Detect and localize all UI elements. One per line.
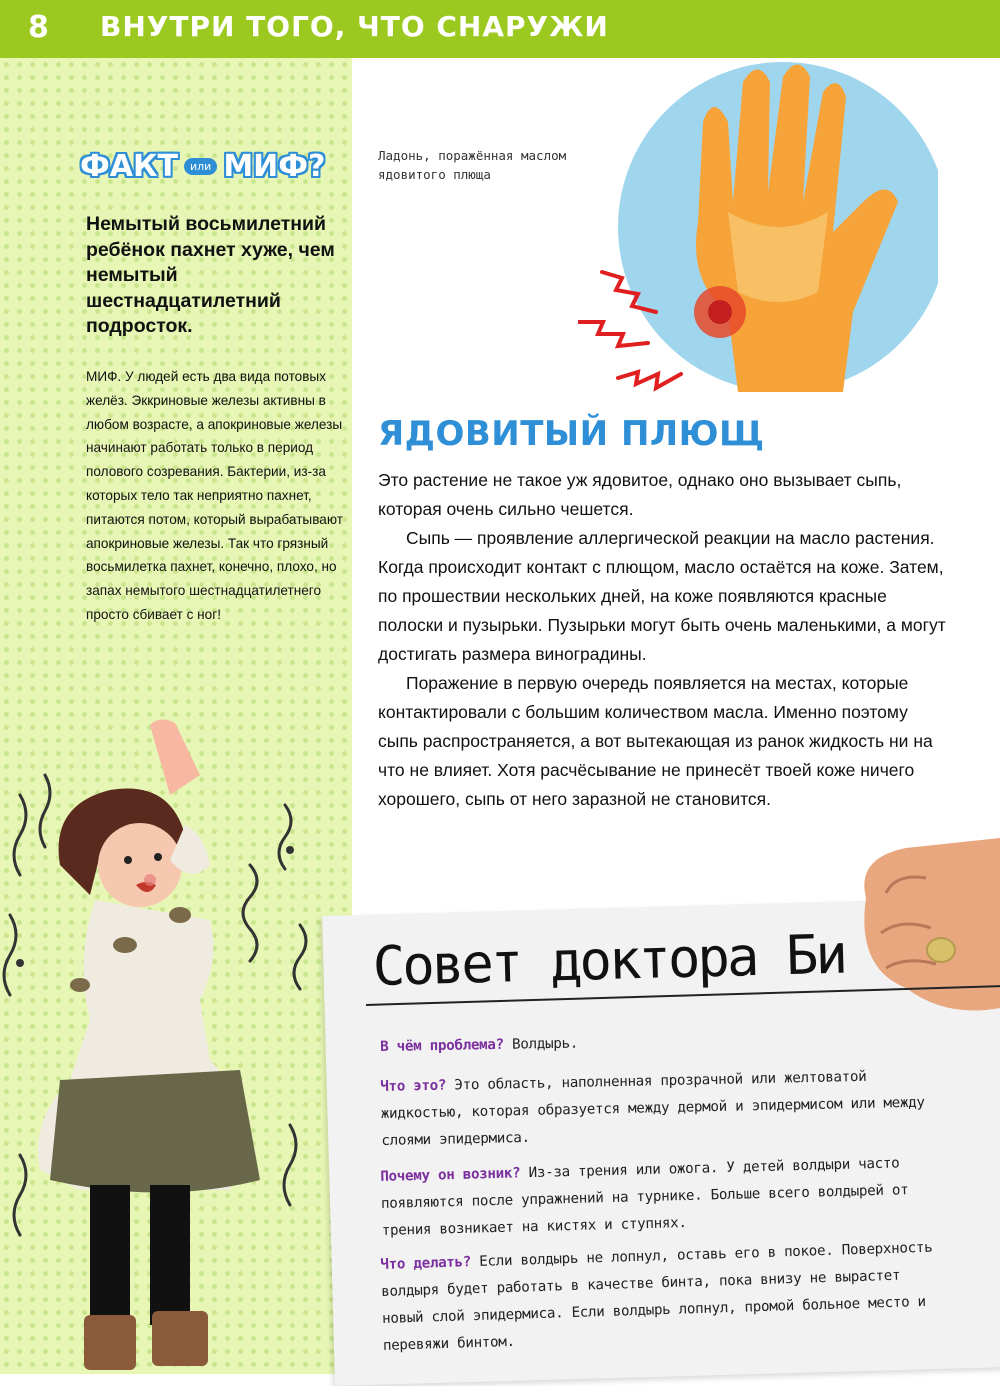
fact-or-myth-badge [80,146,325,186]
doctor-note-title: Совет доктора Би [372,922,846,998]
doctor-note-answer: Из-за трения или ожога. У детей волдыри часто появляются после упражнений на турнике. Больше всего волдырей от трения возникает на кистях и ступнях. [380,1155,909,1239]
poison-ivy-hand-illustration [578,62,938,392]
doctor-note-item [380,1062,942,1155]
doctor-note-question: Почему он возник? [380,1165,521,1185]
badge-or-word: или [184,158,217,175]
doctor-note-question: Что это? [380,1077,447,1095]
article-title: ЯДОВИТЫЙ ПЛЮЩ [378,414,765,454]
article-paragraph: Сыпь — проявление аллергической реакции на масло растения. Когда происходит контакт с плющом, масло остаётся на коже. Затем, по прошествии нескольких дней, на коже появляются красные полоски и пузырьки. Пузырьки могут быть очень маленькими, а могут достигать размера виноградины. [378,528,946,664]
page-header [0,0,1000,58]
doctor-note-answer: Это область, наполненная прозрачной или желтоватой жидкостью, которая образуется между дермой и эпидермисом или между слоями эпидермиса. [380,1068,925,1149]
article-body [378,466,948,814]
illustration-caption: Ладонь, поражённая маслом ядовитого плюща [378,148,567,182]
sidebar-answer: МИФ. У людей есть два вида потовых желёз. Эккриновые железы активны в любом возрасте, а апокриновые железы начинают работать только в период полового созревания. Бактерии, из-за которых тело так неприятно пахнет, питаются потом, который вырабатывают апокриновые железы. Так что грязный восьмилетка пахнет, конечно, плохо, но запах немытого шестнадцатилетнего просто сбивает с ног! [86,369,343,622]
doctor-note-question: Что делать? [380,1254,472,1273]
doctor-note-item [380,1234,943,1360]
chapter-title: ВНУТРИ ТОГО, ЧТО СНАРУЖИ [100,10,609,43]
article-paragraph: Это растение не такое уж ядовитое, однако оно вызывает сыпь, которая очень сильно чешется. [378,470,902,519]
article-paragraph: Поражение в первую очередь появляется на местах, которые контактировали с большим количеством масла. Именно поэтому сыпь распространяется, а вот вытекающая из ранок жидкость ни на что не влияет. Хотя расчёсывание не принесёт твоей коже ничего хорошего, сыпь от него заразной не становится. [378,673,933,809]
badge-fact-word: ФАКТ [80,148,178,184]
page-number: 8 [28,10,49,45]
doctor-note-item [380,1149,942,1245]
smelly-girl-illustration [0,715,340,1374]
doctor-note-answer: Волдырь. [511,1035,579,1053]
doctor-note-answer: Если волдырь не лопнул, оставь его в покое. Поверхность волдыря будет работать в качестве бинта, пока внизу не вырастет новый слой эпидермиса. Если волдырь лопнул, промой больное место и перевяжи бинтом. [381,1239,933,1354]
sidebar-claim: Немытый восьмилетний ребёнок пахнет хуже, чем немытый шестнадцатилетний подросток. [86,213,335,337]
badge-myth-word: МИФ? [223,148,326,184]
doctor-note-question: В чём проблема? [380,1036,504,1055]
